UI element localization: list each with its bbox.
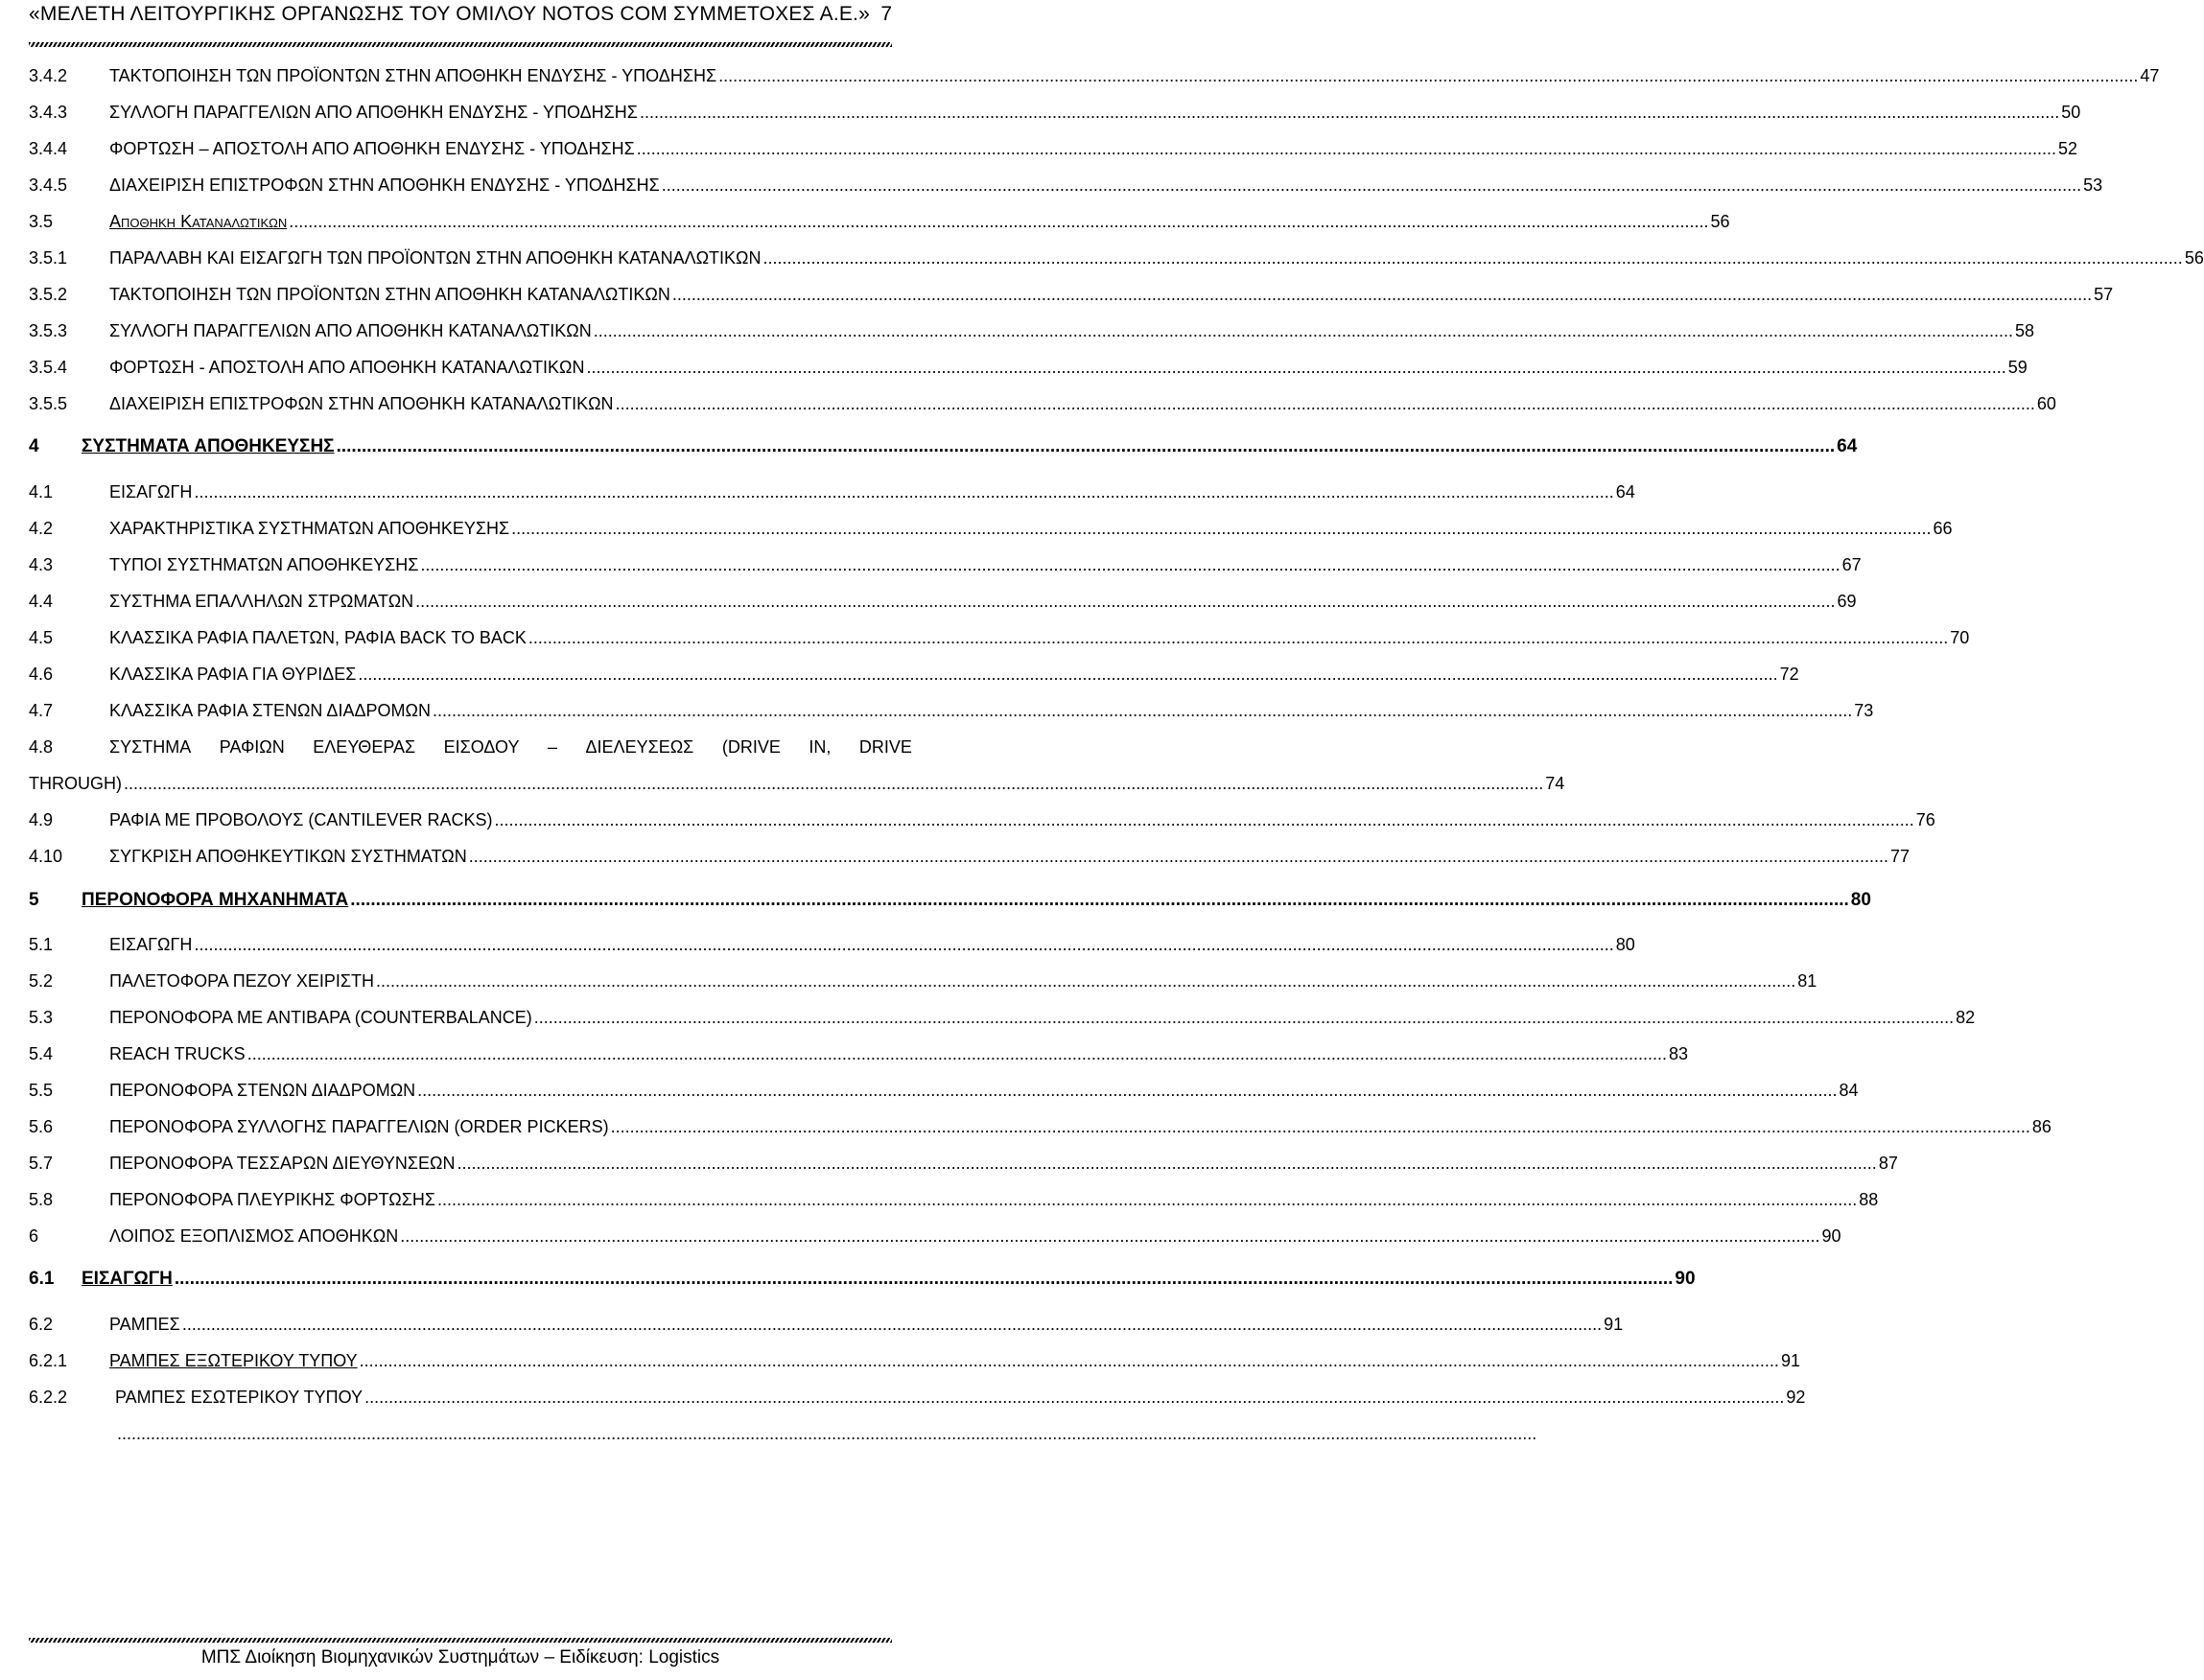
toc-page: 56 [1710, 212, 1730, 231]
toc-page: 50 [2061, 103, 2081, 122]
toc-number: 4.2 [29, 519, 54, 538]
toc-entry[interactable] [29, 935, 1635, 962]
toc-title: ΠΕΡΟΝΟΦΟΡΑ ΜΗΧΑΝΗΜΑΤΑ [82, 890, 349, 910]
toc-number: 6 [29, 1226, 39, 1246]
toc-entry[interactable] [29, 1117, 2052, 1144]
toc-entry[interactable] [29, 519, 1953, 546]
toc-page: 60 [2036, 394, 2056, 413]
toc-leader [586, 358, 2005, 378]
toc-page: 83 [1669, 1044, 1689, 1063]
toc-page: 91 [1780, 1351, 1800, 1370]
toc-page: 87 [1878, 1154, 1898, 1173]
toc-leader [616, 394, 2035, 414]
toc-entry[interactable] [29, 394, 2056, 421]
toc-title: ΧΑΡΑΚΤΗΡΙΣΤΙΚΑ ΣΥΣΤΗΜΑΤΩΝ ΑΠΟΘΗΚΕΥΣΗΣ [109, 519, 510, 538]
toc-word: ΕΛΕΥΘΕΡΑΣ [313, 737, 416, 757]
toc-leader [364, 1388, 1784, 1408]
toc-entry[interactable] [29, 358, 2028, 385]
toc-page: 77 [1890, 847, 1911, 866]
toc-leader [494, 810, 1913, 830]
toc-entry[interactable] [29, 1008, 1976, 1035]
toc-title: ΠΕΡΟΝΟΦΟΡΑ ΣΤΕΝΩΝ ΔΙΑΔΡΟΜΩΝ [109, 1081, 416, 1100]
toc-number: 3.4.4 [29, 139, 68, 158]
toc-page: 66 [1933, 519, 1953, 538]
toc-page: 90 [1675, 1269, 1696, 1289]
toc-title: ΠΑΛΕΤΟΦΟΡΑ ΠΕΖΟΥ ΧΕΙΡΙΣΤΗ [109, 971, 374, 991]
toc-title: ΦΟΡΤΩΣΗ – ΑΠΟΣΤΟΛΗ ΑΠΟ ΑΠΟΘΗΚΗ ΕΝΔΥΣΗΣ - ΥΠΟΔΗΣΗΣ [109, 139, 635, 158]
toc-word: ΣΥΣΤΗΜΑ [109, 737, 192, 757]
toc-page: 80 [1850, 890, 1871, 910]
toc-title: ΚΛΑΣΣΙΚΑ ΡΑΦΙΑ ΓΙΑ ΘΥΡΙΔΕΣ [109, 665, 357, 684]
toc-page: 91 [1604, 1315, 1624, 1334]
toc-number: 4 [29, 436, 39, 456]
toc-leader [420, 555, 1840, 575]
toc-title-justified [109, 737, 912, 758]
toc-title: ΕΙΣΑΓΩΓΗ [109, 482, 193, 502]
toc-number: 3.4.5 [29, 175, 68, 195]
toc-entry[interactable] [29, 1226, 1841, 1253]
toc-number: 3.5.4 [29, 358, 68, 377]
toc-entry[interactable] [29, 212, 1730, 239]
toc-entry[interactable] [29, 285, 2114, 312]
toc-title-continuation: THROUGH) [29, 774, 122, 793]
toc-page: 90 [1821, 1226, 1841, 1246]
toc-entry[interactable] [29, 1351, 1800, 1378]
toc-chapter-entry[interactable] [29, 1269, 1696, 1295]
toc-page: 76 [1915, 810, 1935, 829]
toc-entry[interactable] [29, 810, 1935, 837]
toc-word: ΔΙΕΛΕΥΣΕΩΣ [585, 737, 694, 757]
toc-leader [360, 1351, 1779, 1371]
toc-leader [175, 1269, 1674, 1290]
toc-title: ΣΥΛΛΟΓΗ ΠΑΡΑΓΓΕΛΙΩΝ ΑΠΟ ΑΠΟΘΗΚΗ ΕΝΔΥΣΗΣ - ΥΠΟΔΗΣΗΣ [109, 103, 638, 122]
toc-number: 4.10 [29, 847, 63, 866]
toc-leader [437, 1190, 1857, 1210]
toc-title: ΠΕΡΟΝΟΦΟΡΑ ΜΕ ΑΝΤΙΒΑΡΑ (COUNTERBALANCE) [109, 1008, 532, 1027]
toc-leader [289, 212, 1708, 232]
toc-entry[interactable] [29, 482, 1635, 509]
toc-leader [594, 321, 2013, 341]
toc-entry[interactable] [29, 1081, 1859, 1108]
toc-number: 5.7 [29, 1154, 54, 1173]
toc-chapter-entry[interactable] [29, 890, 1871, 917]
toc-word: – [548, 737, 558, 757]
toc-title: ΕΙΣΑΓΩΓΗ [109, 935, 193, 954]
toc-page: 70 [1950, 628, 1970, 647]
toc-page: 73 [1854, 701, 1874, 720]
toc-page: 64 [1615, 482, 1635, 502]
toc-title: ΡΑΦΙΑ ΜΕ ΠΡΟΒΟΛΟΥΣ (CANTILEVER RACKS) [109, 810, 493, 829]
toc-page: 80 [1615, 935, 1635, 954]
toc-entry[interactable] [29, 555, 1862, 582]
toc-number: 4.7 [29, 701, 54, 720]
toc-title: ΠΕΡΟΝΟΦΟΡΑ ΤΕΣΣΑΡΩΝ ΔΙΕΥΘΥΝΣΕΩΝ [109, 1154, 456, 1173]
toc-leader [528, 628, 1948, 648]
toc-number: 3.5 [29, 212, 54, 231]
toc-leader [637, 139, 2056, 159]
toc-page: 86 [2031, 1117, 2052, 1136]
toc-leader [433, 701, 1852, 721]
toc-number: 4.3 [29, 555, 54, 574]
toc-entry[interactable] [29, 175, 2103, 202]
toc-word: ΡΑΦΙΩΝ [219, 737, 285, 757]
toc-entry[interactable] [29, 139, 2078, 166]
toc-entry[interactable] [29, 1190, 1879, 1217]
toc-title: ΡΑΜΠΕΣ [109, 1315, 180, 1334]
toc-leader [511, 519, 1931, 539]
toc-number: 3.4.2 [29, 66, 68, 85]
toc-number: 6.1 [29, 1269, 55, 1289]
toc-leader [457, 1154, 1877, 1174]
toc-number: 4.4 [29, 592, 54, 611]
toc-leader [640, 103, 2059, 123]
toc-chapter-entry[interactable] [29, 436, 1858, 463]
toc-number: 6.2.2 [29, 1388, 68, 1407]
toc-leader [469, 847, 1888, 867]
toc-entry[interactable] [29, 971, 1817, 998]
toc-leader [376, 971, 1795, 992]
toc-title: ΛΟΙΠΟΣ ΕΞΟΠΛΙΣΜΟΣ ΑΠΟΘΗΚΩΝ [109, 1226, 399, 1246]
toc-leader [194, 935, 1613, 955]
footer-rule [29, 1638, 892, 1643]
toc-number: 4.6 [29, 665, 54, 684]
toc-title: ΚΛΑΣΣΙΚΑ ΡΑΦΙΑ ΠΑΛΕΤΩΝ, ΡΑΦΙΑ BACK TO BACK [109, 628, 527, 647]
page-footer: ΜΠΣ Διοίκηση Βιομηχανικών Συστημάτων – Ειδίκευση: Logistics [200, 1647, 720, 1668]
toc-title: ΤΥΠΟΙ ΣΥΣΤΗΜΑΤΩΝ ΑΠΟΘΗΚΕΥΣΗΣ [109, 555, 419, 574]
toc-page: 64 [1837, 436, 1858, 456]
toc-leader [534, 1008, 1954, 1028]
toc-page: 69 [1837, 592, 1857, 611]
toc-leader [415, 592, 1835, 612]
toc-entry[interactable] [29, 66, 2160, 93]
toc-number: 5.3 [29, 1008, 54, 1027]
toc-leader [337, 436, 1836, 457]
toc-title: ΕΙΣΑΓΩΓΗ [82, 1269, 173, 1289]
toc-page: 82 [1956, 1008, 1976, 1027]
toc-page: 81 [1797, 971, 1817, 991]
toc-entry[interactable] [29, 1388, 1806, 1414]
toc-entry[interactable] [29, 103, 2081, 129]
toc-number: 4.9 [29, 810, 54, 829]
toc-title: ΡΑΜΠΕΣ ΕΣΩΤΕΡΙΚΟΥ ΤΥΠΟΥ [115, 1388, 363, 1407]
toc-number: 5.8 [29, 1190, 54, 1209]
toc-number: 3.4.3 [29, 103, 68, 122]
toc-leader [194, 482, 1613, 502]
toc-title: ΣΥΓΚΡΙΣΗ ΑΠΟΘΗΚΕΥΤΙΚΩΝ ΣΥΣΤΗΜΑΤΩΝ [109, 847, 467, 866]
toc-leader [400, 1226, 1819, 1247]
toc-title: ΚΛΑΣΣΙΚΑ ΡΑΦΙΑ ΣΤΕΝΩΝ ΔΙΑΔΡΟΜΩΝ [109, 701, 431, 720]
toc-title: ΣΥΛΛΟΓΗ ΠΑΡΑΓΓΕΛΙΩΝ ΑΠΟ ΑΠΟΘΗΚΗ ΚΑΤΑΝΑΛΩΤΙΚΩΝ [109, 321, 592, 340]
toc-word: IN, [809, 737, 832, 757]
toc-number: 3.5.5 [29, 394, 68, 413]
toc-leader [718, 66, 2138, 86]
toc-number: 5.1 [29, 935, 54, 954]
toc-entry[interactable] [29, 248, 2204, 275]
toc-number: 3.5.2 [29, 285, 68, 304]
toc-leader [611, 1117, 2030, 1137]
toc-title: ΔΙΑΧΕΙΡΙΣΗ ΕΠΙΣΤΡΟΦΩΝ ΣΤΗΝ ΑΠΟΘΗΚΗ ΕΝΔΥΣΗΣ - ΥΠΟΔΗΣΗΣ [109, 175, 660, 195]
header-page-number: 7 [880, 3, 892, 25]
toc-title: ΣΥΣΤΗΜΑΤΑ ΑΠΟΘΗΚΕΥΣΗΣ [82, 436, 335, 456]
toc-title: ΤΑΚΤΟΠΟΙΗΣΗ ΤΩΝ ΠΡΟΪΟΝΤΩΝ ΣΤΗΝ ΑΠΟΘΗΚΗ ΕΝΔΥΣΗΣ - ΥΠΟΔΗΣΗΣ [109, 66, 717, 85]
toc-leader [117, 1424, 1536, 1444]
header-rule [29, 42, 892, 47]
toc-leader [350, 890, 1849, 911]
toc-leader [672, 285, 2092, 305]
toc-title: ΔΙΑΧΕΙΡΙΣΗ ΕΠΙΣΤΡΟΦΩΝ ΣΤΗΝ ΑΠΟΘΗΚΗ ΚΑΤΑΝΑΛΩΤΙΚΩΝ [109, 394, 614, 413]
toc-leader [247, 1044, 1667, 1064]
toc-entry[interactable] [29, 1044, 1689, 1071]
toc-number: 5.6 [29, 1117, 54, 1136]
toc-leader [662, 175, 2081, 196]
toc-page: 74 [1545, 774, 1565, 793]
toc-entry[interactable] [29, 1315, 1624, 1342]
toc-entry[interactable] [29, 847, 1911, 874]
toc-entry[interactable] [29, 665, 1799, 691]
toc-number: 4.1 [29, 482, 54, 502]
toc-number: 4.8 [29, 737, 54, 757]
toc-leader [124, 774, 1543, 794]
toc-page: 84 [1839, 1081, 1859, 1100]
page-header [29, 0, 892, 38]
toc-page: 52 [2058, 139, 2078, 158]
toc-entry[interactable] [29, 1154, 1898, 1180]
toc-page: 59 [2007, 358, 2028, 377]
toc-page: 67 [1841, 555, 1862, 574]
toc-title: ΠΕΡΟΝΟΦΟΡΑ ΠΛΕΥΡΙΚΗΣ ΦΟΡΤΩΣΗΣ [109, 1190, 435, 1209]
toc-number: 3.5.3 [29, 321, 68, 340]
toc-title: ΣΥΣΤΗΜΑ ΕΠΑΛΛΗΛΩΝ ΣΤΡΩΜΑΤΩΝ [109, 592, 414, 611]
toc-number: 6.2.1 [29, 1351, 68, 1370]
toc-title: REACH TRUCKS [109, 1044, 246, 1063]
toc-number: 4.5 [29, 628, 54, 647]
toc-word: DRIVE [858, 737, 912, 757]
toc-entry[interactable] [29, 592, 1857, 618]
toc-leader [417, 1081, 1837, 1101]
toc-page: 56 [2184, 248, 2204, 268]
toc-number: 5.2 [29, 971, 54, 991]
toc-page: 53 [2083, 175, 2103, 195]
toc-title: ΡΑΜΠΕΣ ΕΞΩΤΕΡΙΚΟΥ ΤΥΠΟΥ [109, 1351, 358, 1370]
toc-entry-wrapped-line1[interactable] [29, 737, 912, 758]
toc-title: ΠΕΡΟΝΟΦΟΡΑ ΣΥΛΛΟΓΗΣ ΠΑΡΑΓΓΕΛΙΩΝ (ORDER PICKERS) [109, 1117, 609, 1136]
toc-number: 6.2 [29, 1315, 54, 1334]
toc-number: 5.4 [29, 1044, 54, 1063]
toc-word: ΕΙΣΟΔΟΥ [443, 737, 520, 757]
toc-page: 58 [2015, 321, 2035, 340]
toc-page: 88 [1859, 1190, 1879, 1209]
toc-title: ΠΑΡΑΛΑΒΗ ΚΑΙ ΕΙΣΑΓΩΓΗ ΤΩΝ ΠΡΟΪΟΝΤΩΝ ΣΤΗΝ ΑΠΟΘΗΚΗ ΚΑΤΑΝΑΛΩΤΙΚΩΝ [109, 248, 762, 268]
toc-page: 57 [2094, 285, 2114, 304]
toc-page: 47 [2140, 66, 2160, 85]
toc-entry[interactable] [29, 701, 1874, 728]
toc-leader [182, 1315, 1602, 1335]
toc-leader [763, 248, 2183, 268]
toc-leader [358, 665, 1777, 685]
toc-word: (DRIVE [721, 737, 781, 757]
toc-number: 3.5.1 [29, 248, 68, 268]
toc-page: 72 [1779, 665, 1799, 684]
toc-entry[interactable] [29, 321, 2035, 348]
toc-entry-wrapped-line2[interactable] [29, 774, 1565, 801]
toc-page: 92 [1786, 1388, 1806, 1407]
toc-title: Αποθηκη Καταναλωτικων [109, 212, 288, 231]
toc-title: ΦΟΡΤΩΣΗ - ΑΠΟΣΤΟΛΗ ΑΠΟ ΑΠΟΘΗΚΗ ΚΑΤΑΝΑΛΩΤΙΚΩΝ [109, 358, 585, 377]
toc-entry[interactable] [29, 628, 1970, 655]
header-title: «ΜΕΛΕΤΗ ΛΕΙΤΟΥΡΓΙΚΗΣ ΟΡΓΑΝΩΣΗΣ ΤΟΥ ΟΜΙΛΟΥ NOTOS COM ΣΥΜΜΕΤΟΧΕΣ Α.Ε.» [29, 3, 870, 25]
toc-number: 5.5 [29, 1081, 54, 1100]
toc-entry[interactable] [29, 1424, 912, 1451]
toc-title: ΤΑΚΤΟΠΟΙΗΣΗ ΤΩΝ ΠΡΟΪΟΝΤΩΝ ΣΤΗΝ ΑΠΟΘΗΚΗ ΚΑΤΑΝΑΛΩΤΙΚΩΝ [109, 285, 670, 304]
toc-number: 5 [29, 890, 39, 910]
